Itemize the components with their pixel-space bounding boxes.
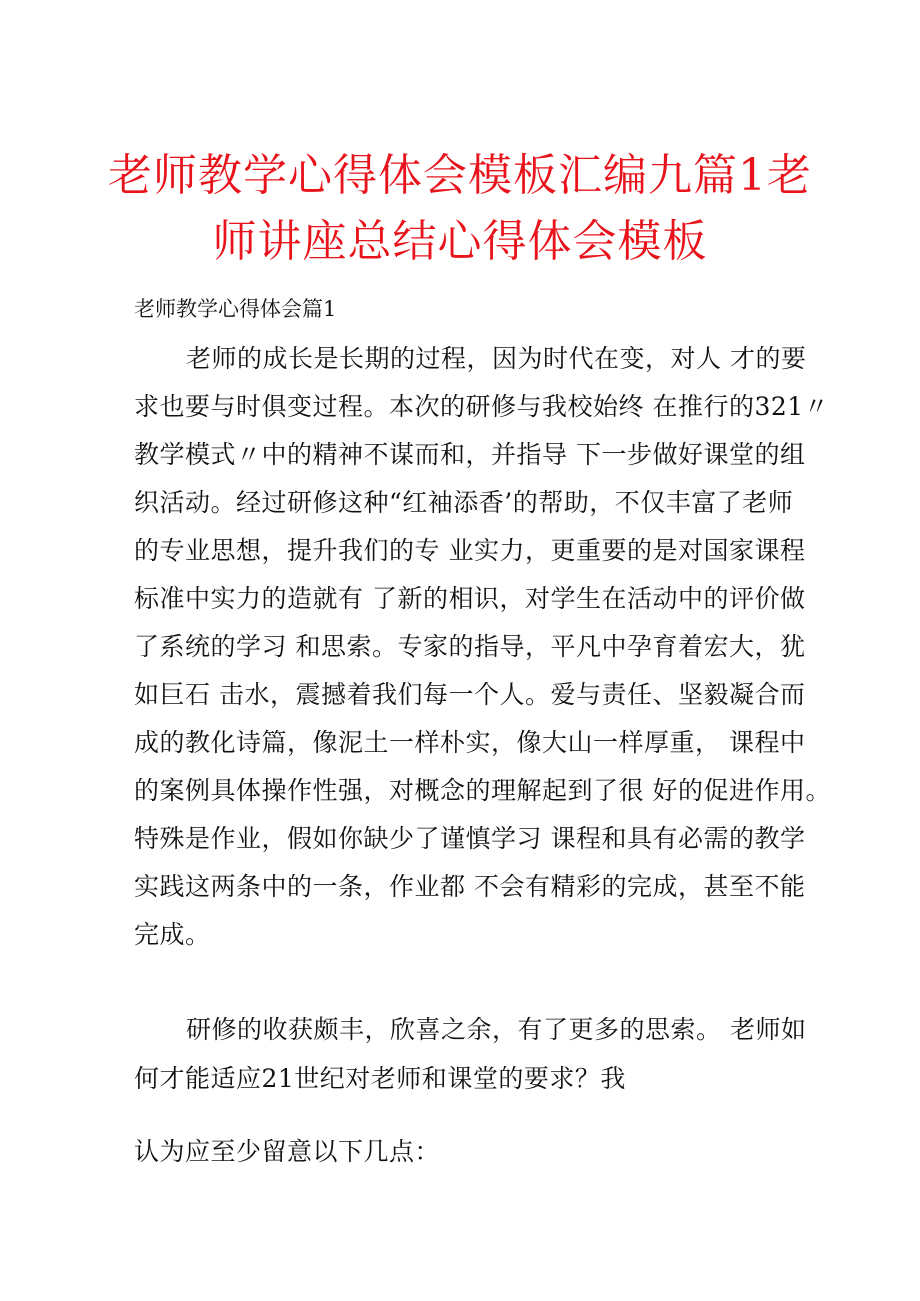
document-title-line-1: 老师教学心得体会模板汇编九篇1老: [108, 150, 812, 201]
paragraph-line: 如巨石 击水，震撼着我们每一个人。爱与责任、坚毅凝合而: [134, 680, 806, 709]
paragraph-line: 完成。: [134, 920, 211, 949]
paragraph-line: 成的教化诗篇，像泥土一样朴实，像大山一样厚重， 课程中: [134, 728, 806, 757]
paragraph-line: 教学模式〃中的精神不谋而和，并指导 下一步做好课堂的组: [134, 440, 806, 469]
paragraph-3: 认为应至少留意以下几点：: [134, 1137, 441, 1166]
paragraph-line: 求也要与时俱变过程。本次的研修与我校始终 在推行的321〃: [134, 392, 830, 421]
paragraph-line: 老师的成长是长期的过程，因为时代在变，对人 才的要: [186, 344, 807, 373]
paragraph-line: 的案例具体操作性强，对概念的理解起到了很 好的促进作用。: [134, 776, 831, 805]
paragraph-line: 何才能适应21世纪对老师和课堂的要求？我: [134, 1064, 626, 1093]
document-title-line-2: 师讲座总结心得体会模板: [212, 216, 708, 267]
paragraph-line: 特殊是作业，假如你缺少了谨慎学习 课程和具有必需的教学: [134, 824, 806, 853]
paragraph-line: 了系统的学习 和思索。专家的指导，平凡中孕育着宏大，犹: [134, 632, 806, 661]
section-heading: 老师教学心得体会篇1: [134, 297, 337, 321]
paragraph-line: 研修的收获颇丰，欣喜之余，有了更多的思索。 老师如: [186, 1015, 807, 1044]
paragraph-line: 的专业思想，提升我们的专 业实力，更重要的是对国家课程: [134, 536, 806, 565]
paragraph-line: 织活动。经过研修这种“红袖添香’的帮助，不仅丰富了老师: [134, 488, 794, 517]
paragraph-line: 实践这两条中的一条，作业都 不会有精彩的完成，甚至不能: [134, 872, 806, 901]
paragraph-line: 标准中实力的造就有 了新的相识，对学生在活动中的评价做: [134, 584, 806, 613]
